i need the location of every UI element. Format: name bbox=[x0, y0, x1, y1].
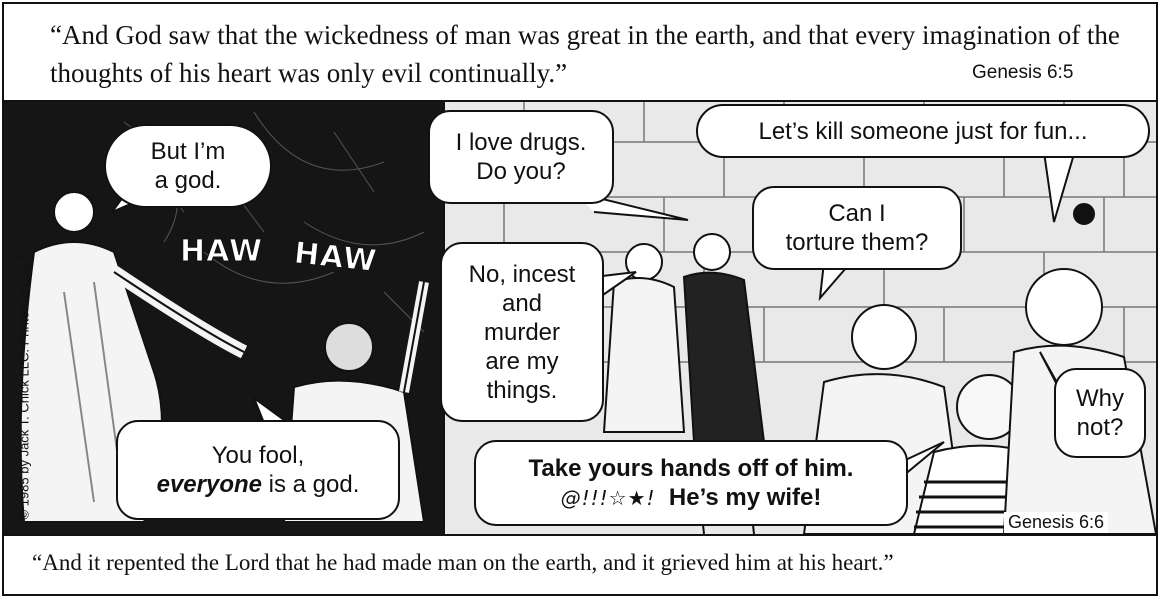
kill-bubble bbox=[696, 104, 1150, 158]
scripture-quote-top: “And God saw that the wickedness of man was great in the earth, and that every imagination of the thoughts of his heart was only evil continually.” bbox=[50, 20, 1120, 88]
why-not-line-2: not? bbox=[1076, 414, 1124, 441]
kill-line: Let’s kill someone just for fun... bbox=[758, 117, 1088, 145]
incest-line-5: things. bbox=[486, 376, 558, 404]
incest-bubble bbox=[440, 242, 604, 422]
torture-bubble bbox=[752, 186, 962, 270]
fool-line-2-rest: is a god. bbox=[262, 471, 360, 498]
copyright-notice: © 1985 by Jack T. Chick LLC. Printed in U.S.A. bbox=[16, 249, 32, 520]
incest-line-2: and bbox=[501, 289, 543, 317]
comic-panel bbox=[4, 102, 1156, 534]
god-claim-line-1: But I’m bbox=[150, 138, 226, 165]
torture-line-2: torture them? bbox=[785, 229, 929, 256]
why-not-bubble bbox=[1054, 368, 1146, 458]
fool-bubble bbox=[116, 420, 400, 520]
scripture-quote-bottom: “And it repented the Lord that he had made man on the earth, and it grieved him at his heart.” bbox=[32, 550, 894, 575]
god-claim-bubble bbox=[104, 124, 272, 208]
haw-sound-effect-2: HAW bbox=[292, 235, 379, 280]
wife-line-2-wrap bbox=[561, 483, 822, 513]
incest-line-1: No, incest bbox=[468, 260, 576, 288]
scripture-reference-top: Genesis 6:5 bbox=[972, 62, 1074, 83]
scripture-reference-panel: Genesis 6:6 bbox=[1004, 512, 1108, 533]
top-caption bbox=[4, 4, 1156, 102]
fool-line-2 bbox=[157, 470, 360, 499]
haw-sound-effect-1: HAW bbox=[180, 234, 264, 269]
fool-line-1: You fool, bbox=[211, 442, 305, 469]
wife-line-1: Take yours hands off of him. bbox=[528, 454, 854, 482]
incest-line-4: are my bbox=[485, 347, 559, 375]
drugs-bubble bbox=[428, 110, 614, 204]
incest-line-3: murder bbox=[483, 318, 561, 346]
grawlix-symbols: @!!!☆★! bbox=[560, 485, 656, 510]
wife-line-2: He’s my wife! bbox=[668, 483, 822, 511]
drugs-line-1: I love drugs. bbox=[455, 129, 587, 156]
why-not-line-1: Why bbox=[1076, 385, 1124, 412]
drugs-line-2: Do you? bbox=[476, 158, 566, 185]
torture-line-1: Can I bbox=[828, 200, 886, 227]
god-claim-line-2: a god. bbox=[154, 167, 222, 194]
fool-emphasis-word: everyone bbox=[156, 471, 262, 498]
bottom-caption bbox=[4, 534, 1156, 594]
wife-bubble bbox=[474, 440, 908, 526]
